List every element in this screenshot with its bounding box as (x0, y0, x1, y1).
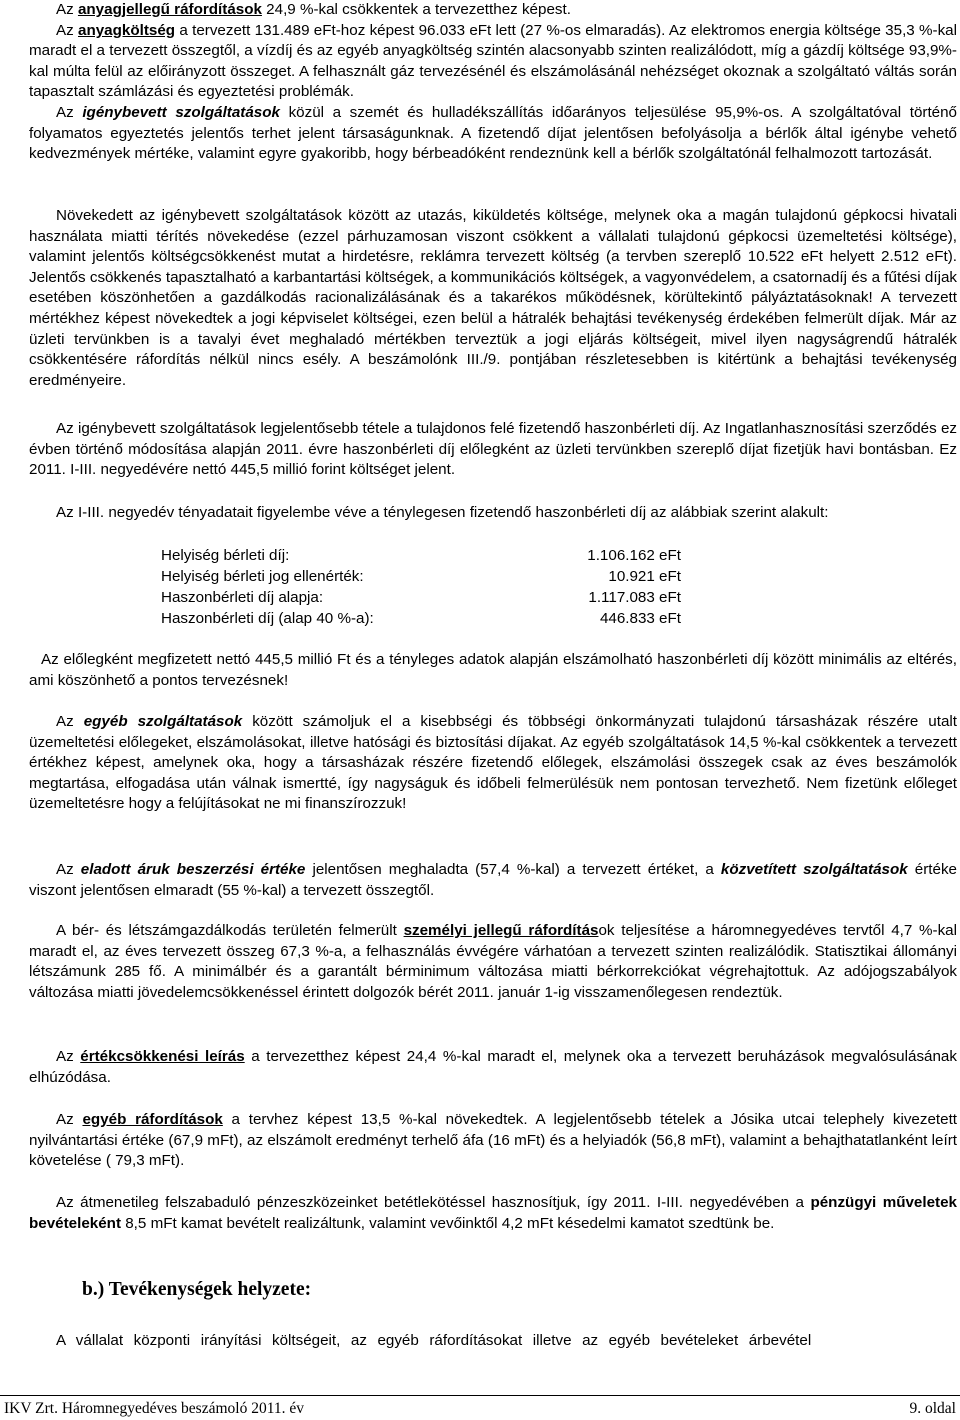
text: a tervezetthez képest 24,4 %-kal maradt el, melynek oka a tervezett beruházások megvalósulásának elhúzódása. (29, 1048, 957, 1086)
page-footer (0, 1395, 960, 1420)
text: jelentősen meghaladta (57,4 %-kal) a tervezett értéket, a (305, 861, 721, 878)
text: Az (56, 1048, 81, 1065)
term-used-services: igénybevett szolgáltatások (82, 103, 280, 121)
paragraph-quarter-data: Az I-III. negyedév tényadatait figyelembe véve a ténylegesen fizetendő haszonbérleti díj az alábbiak szerint alakult: (56, 504, 829, 521)
text: értéke viszont jelentősen elmaradt (55 %-kal) a tervezett összegtől. (29, 861, 957, 899)
paragraph-material-cost-detail (29, 21, 957, 103)
paragraph-other-services (29, 712, 957, 815)
rent-value: 446.833 eFt (599, 610, 681, 627)
paragraph-depreciation (29, 1047, 957, 1088)
paragraph-financial-income (29, 1193, 957, 1234)
text: Az átmenetileg felszabaduló pénzeszközeinket betétlekötéssel hasznosítjuk, így 2011. I-III. negyedévében a (56, 1194, 811, 1211)
term-material-cost: anyagköltség (78, 21, 176, 39)
rent-row (161, 608, 681, 629)
text: Az (56, 713, 84, 730)
rent-label: Haszonbérleti díj alapja: (161, 589, 324, 606)
term-personnel-expenses: személyi jellegű ráfordítás (403, 922, 599, 939)
paragraph-lease-fee: Az igénybevett szolgáltatások legjelentősebb tétele a tulajdonos felé fizetendő haszonbérleti díj. Az Ingatlanhasznosítási szerződés ez évben történő módosítása alapján 2011. évre haszonbérleti díj előlegként az üzleti tervünkben szereplő díjat fizetjük havi bontásban. Ez 2011. I-III. negyedévére nettó 445,5 millió forint költséget jelent. (29, 420, 957, 479)
text: 8,5 mFt kamat bevételt realizáltunk, valamint vevőinktől 4,2 mFt késedelmi kamatot szedtünk be. (121, 1214, 775, 1232)
footer-page-number: 9. oldal (909, 1400, 956, 1417)
term-other-services: egyéb szolgáltatások (83, 713, 243, 730)
rent-label: Helyiség bérleti díj: (161, 547, 290, 564)
term-material-expenses: anyagjellegű ráfordítások (77, 1, 262, 18)
text: a tervhez képest 13,5 %-kal növekedtek. A legjelentősebb tételek a Jósika utcai telephely kivezetett nyilvántartási értéke (67,9 mFt), az elszámolt eredményt terhelő áfa (16 mFt) és a helyiadók (56,8 mFt), valamint a behajthatatlanként leírt követelése ( 79,3 mFt). (29, 1111, 958, 1170)
line-material-expenses (29, 0, 957, 21)
paragraph-advance-payment: Az előlegként megfizetett nettó 445,5 millió Ft és a tényleges adatok alapján elszámolható haszonbérleti díj között minimális az eltérés, ami köszönhető a pontos tervezésnek! (29, 651, 957, 689)
rent-value: 1.117.083 eFt (588, 589, 681, 606)
term-goods-purchase-value: eladott áruk beszerzési értéke (80, 861, 306, 878)
text: Az (56, 1, 78, 18)
text: Az (56, 1111, 83, 1128)
footer-document-title: IKV Zrt. Háromnegyedéves beszámoló 2011. év (4, 1400, 305, 1417)
rent-row (161, 566, 681, 587)
term-depreciation: értékcsökkenési leírás (80, 1048, 245, 1065)
paragraph-central-costs: A vállalat központi irányítási költségeit, az egyéb ráfordításokat illetve az egyéb bevételeket árbevétel (56, 1332, 812, 1349)
paragraph-increased-services: Növekedett az igénybevett szolgáltatások között az utazás, kiküldetés költsége, melynek oka a magán tulajdonú gépkocsi hivatali használata miatti térítés növekedése (ezzel párhuzamosan viszont csökkent a vállalati tulajdonú gépkocsi üzemeltetési költsége), valamint jelentős költségcsökkenést mutat a hirdetésre, reklámra tervezett költség (a tervben szereplő 10.522 eFt helyett 2.512 eFt). Jelentős csökkenés tapasztalható a karbantartási költségek, a kommunikációs költségek, a vagyonvédelem, a csatornadíj és a fűtési díjak esetében köszönhetően a gazdálkodás racionalizálásának és a takarékos működésnek, körültekintő pályáztatásoknak! A tervezett mértékhez képest növekedtek a jogi képviselet költségei, ezen belül a hátralék behajtási tevékenység érdekében felmerült díjak. Már az üzleti tervünkben is a tavalyi évet meghaladó mértékben terveztük a jogi eljárás költségeit, mivel ilyen nagyságrendű hátralék csökkentésére ráfordítás nélkül nincs esély. A beszámolónk III./9. pontjában részletesebben is kitértünk a behajtási tevékenység eredményeire. (29, 207, 957, 389)
text: a tervezett 131.489 eFt-hoz képest 96.033 eFt lett (27 %-os elmaradás). Az elektromos energia költsége 35,3 %-kal maradt el a tervezett összegtől, a vízdíj és az egyéb anyagköltség szintén alacsonyabb szinten realizálódott, míg a gázdíj költsége 93,9%-kal múlta felül az előirányzott összeget. A felhasznált gáz tervezésénél és elszámolásánál nehézséget okoznak a szolgáltató váltás során tapasztalt számlázási és egyeztetési problémák. (29, 21, 957, 101)
paragraph-personnel (29, 921, 957, 1003)
paragraph-goods-sold (29, 860, 957, 901)
paragraph-material-costs (29, 0, 957, 165)
rent-row (161, 587, 681, 608)
term-other-expenses: egyéb ráfordítások (82, 1111, 223, 1128)
text: Az (56, 861, 81, 878)
paragraph-other-expenses (29, 1110, 957, 1172)
rent-table (161, 545, 681, 629)
rent-value: 1.106.162 eFt (587, 547, 681, 564)
paragraph-used-services (29, 103, 957, 165)
text: Az (56, 21, 79, 39)
text: között számoljuk el a kisebbségi és többségi önkormányzati tulajdonú társasházak részére utalt üzemeltetési előlegeket, elszámolásokat, illetve hatósági és biztosítási díjakat. Az egyéb szolgáltatások 14,5 %-kal csökkentek a tervezett értékhez képest, amelynek oka, hogy a társasházak részére fizetendő előlegek, elszámolási összegek csak az éves beszámolók megtartása, elfogadása után válnak ismertté, így nagyságuk és időbeli felmerülésük nem pontosan tervezhető. Nem fizetünk előleget üzemeltetésre hogy a felújításokat ne mi finanszírozzuk! (29, 713, 958, 813)
rent-label: Haszonbérleti díj (alap 40 %-a): (161, 610, 374, 627)
section-heading: b.) Tevékenységek helyzete: (82, 1279, 312, 1300)
text: 24,9 %-kal csökkentek a tervezetthez képest. (261, 1, 571, 18)
rent-row (161, 545, 681, 566)
rent-label: Helyiség bérleti jog ellenérték: (161, 568, 364, 585)
term-financial-income: pénzügyi műveletek bevételeként (29, 1194, 958, 1232)
text: A bér- és létszámgazdálkodás területén felmerült (56, 922, 404, 939)
rent-value: 10.921 eFt (608, 568, 681, 585)
text: ok teljesítése a háromnegyedéves tervtől 4,7 %-kal maradt el, az éves tervezett összeg 67,3 %-a, a felhasználás évvégére várhatóan a tervezett szinten realizálódik. Statisztikai állományi létszámunk 285 fő. A minimálbér és a garantált bérminimum változása miatti bérkorrekciókat végrehajtottuk. Az adójogszabályok változása miatti jövedelemcsökkenéssel érintett dolgozók bérét 2011. január 1-ig visszamenőlegesen rendeztük. (29, 922, 958, 1001)
text: közül a szemét és hulladékszállítás időarányos teljesülése 95,9%-os. A szolgáltatóval történő folyamatos egyeztetés jelentős terhet jelent társaságunknak. A fizetendő díjat jelentősen befolyásolja a bérlők által igénybe vehető kedvezmények mértéke, valamint egyre gyakoribb, hogy bérbeadóként rendeznünk kell a bérlők szolgáltatónál felhalmozott tartozását. (29, 103, 958, 163)
text: Az (56, 103, 83, 121)
footer-rule (0, 1395, 960, 1396)
term-mediated-services: közvetített szolgáltatások (720, 861, 908, 878)
